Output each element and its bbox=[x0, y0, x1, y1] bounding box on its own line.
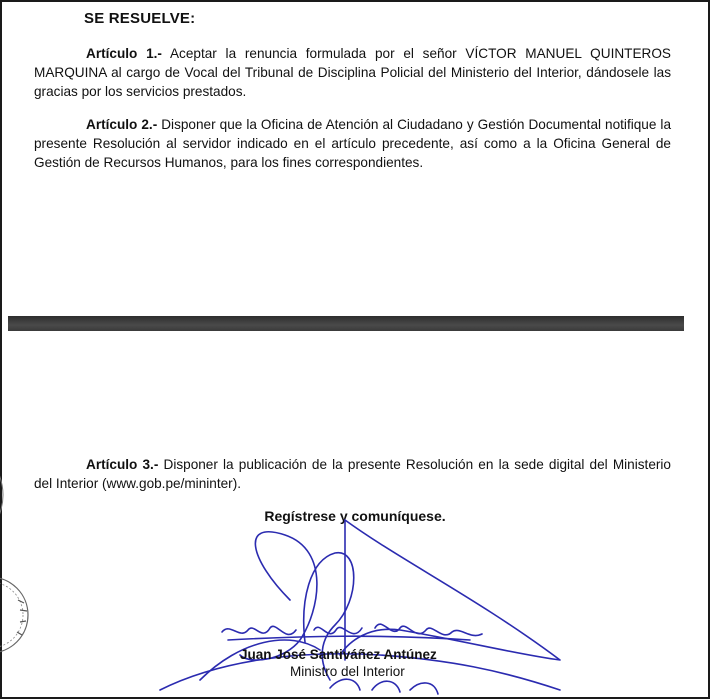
article-2 bbox=[34, 115, 671, 172]
article-3-label: Artículo 3.- bbox=[86, 457, 159, 472]
closing-text: Regístrese y comuníquese. bbox=[264, 508, 446, 524]
article-3 bbox=[34, 455, 671, 493]
signer-name: Juan José Santiváñez Antúnez bbox=[240, 647, 437, 662]
closing-line bbox=[0, 508, 710, 524]
article-1-label: Artículo 1.- bbox=[86, 46, 162, 61]
article-2-text: Disponer que la Oficina de Atención al Ciudadano y Gestión Documental notifique la presente Resolución al servidor indicado en el artículo precedente, así como a la Oficina General de Gestión de Recursos Humanos, para los fines correspondientes. bbox=[34, 117, 671, 170]
article-3-text: Disponer la publicación de la presente Resolución en la sede digital del Ministerio del Interior (www.gob.pe/mininter). bbox=[34, 457, 671, 491]
resolution-heading: SE RESUELVE: bbox=[84, 10, 196, 27]
page-break-divider bbox=[8, 316, 684, 331]
signer-title: Ministro del Interior bbox=[290, 664, 405, 679]
article-1-text: Aceptar la renuncia formulada por el señor VÍCTOR MANUEL QUINTEROS MARQUINA al cargo de Vocal del Tribunal de Disciplina Policial del Ministerio del Interior, dándosele las gracias por los servicios prestados. bbox=[34, 46, 671, 99]
article-1 bbox=[34, 44, 671, 101]
article-2-label: Artículo 2.- bbox=[86, 117, 158, 132]
